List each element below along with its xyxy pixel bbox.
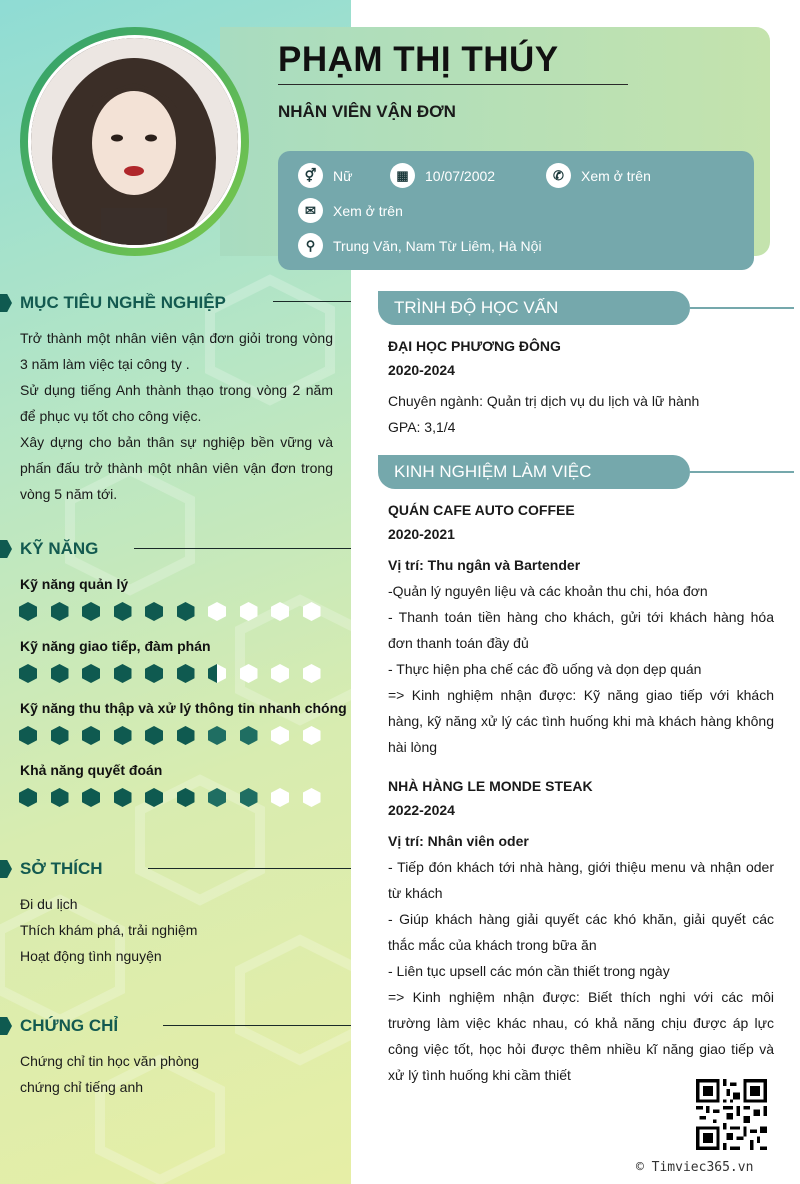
skill-hexagon [114,664,132,683]
skill-label: Kỹ năng giao tiếp, đàm phán [20,638,211,654]
skill-hexagon [303,664,321,683]
section-divider [273,301,351,302]
job-duty: - Giúp khách hàng giải quyết các khó khăn, giải quyết các thắc mắc của khách trong bữa ăn [388,911,774,953]
candidate-name: PHẠM THỊ THÚY [278,40,628,85]
certificate-item: Chứng chỉ tin học văn phòng [20,1053,200,1069]
skill-hexagon [208,664,226,683]
portrait-illustration [31,38,238,245]
hobby-item: Thích khám phá, trải nghiệm [20,922,198,938]
location-icon: ⚲ [298,233,323,258]
hobbies-list [20,891,333,969]
email-icon: ✉ [298,198,323,223]
skill-hexagon [208,602,226,621]
qr-code-graphic [696,1079,767,1150]
section-divider [690,307,794,309]
phone-value: Xem ở trên [581,167,651,184]
skill-hexagon [82,664,100,683]
contact-box [278,151,754,270]
skill-hexagon [51,602,69,621]
profile-photo [20,27,249,256]
avatar [28,35,241,248]
skill-rating [19,726,321,745]
skill-hexagon [240,602,258,621]
section-divider [690,471,794,473]
skills-title: KỸ NĂNG [20,539,99,558]
job-title: NHÂN VIÊN VẬN ĐƠN [278,102,456,121]
skill-hexagon [145,788,163,807]
education-major: Chuyên ngành: Quản trị dịch vụ du lịch và lữ hành [388,393,700,409]
contact-email [298,198,403,223]
experience-title: KINH NGHIỆM LÀM VIỆC [378,455,690,489]
hobby-item: Đi du lịch [20,896,78,912]
skill-hexagon [51,726,69,745]
address-value: Trung Văn, Nam Từ Liêm, Hà Nội [333,237,542,254]
education-body [388,334,774,440]
skill-label: Kỹ năng quản lý [20,576,129,592]
job-period: 2022-2024 [388,802,455,818]
job-duty: => Kinh nghiệm nhận được: Kỹ năng giao tiếp với khách hàng, kỹ năng xử lý các tình huống khi mà khách hàng không hài lòng [388,687,774,755]
education-title: TRÌNH ĐỘ HỌC VẤN [378,291,690,325]
skill-hexagon [145,726,163,745]
skill-rating [19,788,321,807]
gender-icon: ⚥ [298,163,323,188]
company-name: QUÁN CAFE AUTO COFFEE [388,502,575,518]
skill-hexagon [114,788,132,807]
skill-label: Kỹ năng thu thập và xử lý thông tin nhanh chóng [20,700,347,716]
skill-hexagon [208,726,226,745]
skill-hexagon [51,664,69,683]
calendar-icon: ▦ [390,163,415,188]
job-position: Vị trí: Nhân viên oder [388,833,529,849]
section-divider [148,868,351,869]
certificate-item: chứng chỉ tiếng anh [20,1079,144,1095]
education-period: 2020-2024 [388,362,455,378]
company-name: NHÀ HÀNG LE MONDE STEAK [388,778,593,794]
skill-hexagon [240,788,258,807]
skill-hexagon [303,726,321,745]
hobby-item: Hoạt động tình nguyện [20,948,162,964]
skill-hexagon [145,664,163,683]
school-name: ĐẠI HỌC PHƯƠNG ĐÔNG [388,338,561,354]
job-period: 2020-2021 [388,526,455,542]
objective-body [20,325,333,507]
skill-hexagon [19,788,37,807]
skill-hexagon [145,602,163,621]
skill-hexagon [177,664,195,683]
objective-paragraph: Sử dụng tiếng Anh thành thạo trong vòng 2 năm để phục vụ tốt cho công việc. [20,382,333,424]
objective-paragraph: Trở thành một nhân viên vận đơn giỏi trong vòng 3 năm làm việc tại công ty . [20,330,333,372]
skill-hexagon [303,788,321,807]
job-entry [388,498,774,760]
job-duty: -Quản lý nguyên liệu và các khoản thu chi, hóa đơn [388,583,708,599]
contact-address [298,233,542,258]
skill-hexagon [240,726,258,745]
skill-label: Khả năng quyết đoán [20,762,163,778]
job-duty: - Liên tục upsell các món cần thiết trong ngày [388,963,670,979]
skill-hexagon [240,664,258,683]
skill-hexagon [208,788,226,807]
job-position: Vị trí: Thu ngân và Bartender [388,557,581,573]
job-duty: - Tiếp đón khách tới nhà hàng, giới thiệu menu và nhận oder từ khách [388,859,774,901]
skill-hexagon [114,602,132,621]
phone-icon: ✆ [546,163,571,188]
certificates-title: CHỨNG CHỈ [20,1016,119,1035]
skill-rating [19,664,321,683]
objective-title: MỤC TIÊU NGHỀ NGHIỆP [20,293,226,312]
skill-hexagon [82,726,100,745]
job-entry [388,774,774,1088]
skill-hexagon [303,602,321,621]
contact-gender [298,163,352,188]
contact-birthday [390,163,495,188]
skill-hexagon [82,788,100,807]
job-duty: - Thực hiện pha chế các đồ uống và dọn dẹp quán [388,661,702,677]
skill-hexagon [19,726,37,745]
skill-hexagon [177,602,195,621]
section-divider [163,1025,351,1026]
gender-value: Nữ [333,167,353,184]
skill-hexagon [114,726,132,745]
skill-hexagon [177,788,195,807]
skill-hexagon [51,788,69,807]
skill-hexagon [82,602,100,621]
skill-hexagon [271,664,289,683]
education-gpa: GPA: 3,1/4 [388,419,456,435]
skill-hexagon [19,602,37,621]
skill-hexagon [271,788,289,807]
section-divider [134,548,351,549]
skill-rating [19,602,321,621]
hobbies-title: SỞ THÍCH [20,859,103,878]
skill-hexagon [271,726,289,745]
email-value: Xem ở trên [333,202,403,219]
objective-paragraph: Xây dựng cho bản thân sự nghiệp bền vững và phấn đấu trở thành một nhân viên vận đơn trong vòng 5 năm tới. [20,434,333,502]
certificates-list [20,1048,333,1100]
skill-hexagon [177,726,195,745]
job-duty: => Kinh nghiệm nhận được: Biết thích nghi với các môi trường làm việc khác nhau, có khả năng chịu được áp lực công việc tốt, học hỏi được thêm nhiều kĩ năng giao tiếp và xử lý tình huống khi cầm thiết [388,989,774,1083]
skill-hexagon [271,602,289,621]
job-duty: - Thanh toán tiền hàng cho khách, gửi tới khách hàng hóa đơn thanh toán đầy đủ [388,609,774,651]
contact-phone [546,163,651,188]
qr-code [696,1079,767,1150]
birthday-value: 10/07/2002 [425,167,496,184]
copyright-text: © Timviec365.vn [636,1160,754,1175]
skill-hexagon [19,664,37,683]
